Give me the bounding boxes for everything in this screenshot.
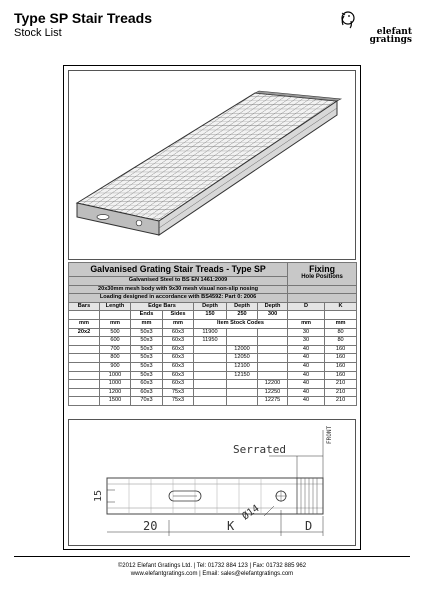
cell-d250 — [227, 397, 258, 406]
cell-length: 1200 — [100, 388, 131, 397]
cell-sides: 60x3 — [163, 354, 194, 363]
cell-bars — [69, 362, 100, 371]
cell-ends: 60x3 — [131, 388, 163, 397]
cell-d300 — [258, 345, 288, 354]
cell-d150 — [194, 397, 227, 406]
cell-d150 — [194, 388, 227, 397]
item-stock-codes: Item Stock Codes — [194, 319, 288, 328]
page-subtitle: Stock List — [14, 27, 62, 39]
col-length: Length — [100, 302, 131, 311]
depth-150: 150 — [194, 311, 227, 320]
stair-tread-illustration — [68, 70, 356, 260]
cell-d150 — [194, 362, 227, 371]
cell-d250 — [227, 380, 258, 389]
spec-line-2: 20x30mm mesh body with 9x30 mesh visual non-slip nosing — [69, 285, 288, 294]
cell-d: 40 — [288, 371, 325, 380]
cell-sides: 60x3 — [163, 362, 194, 371]
cell-ends: 50x3 — [131, 354, 163, 363]
dim-phi14: Ø14 — [240, 503, 262, 523]
cell-length: 1000 — [100, 380, 131, 389]
unit-mm: mm — [100, 319, 131, 328]
cell-ends: 50x3 — [131, 371, 163, 380]
cell-sides: 75x3 — [163, 388, 194, 397]
cell-k: 160 — [325, 345, 357, 354]
table-row — [69, 397, 357, 406]
cell-sides: 60x3 — [163, 328, 194, 337]
cell-d300: 12250 — [258, 388, 288, 397]
cell-length: 500 — [100, 328, 131, 337]
table-row — [69, 388, 357, 397]
cell-length: 1500 — [100, 397, 131, 406]
logo-wordmark: elefant gratings — [369, 27, 412, 45]
cell-d250: 12100 — [227, 362, 258, 371]
col-d: D — [288, 302, 325, 311]
spec-line-3: Loading designed in accordance with BS4592: Part 0: 2006 — [69, 294, 288, 303]
stock-table-wrapper — [68, 262, 356, 406]
sub-sides: Sides — [163, 311, 194, 320]
cell-d250 — [227, 328, 258, 337]
unit-mm: mm — [325, 319, 357, 328]
cell-d300 — [258, 362, 288, 371]
table-row — [69, 328, 357, 337]
table-row — [69, 337, 357, 346]
dim-d: D — [305, 519, 313, 533]
cell-sides: 60x3 — [163, 380, 194, 389]
cell-k: 160 — [325, 354, 357, 363]
stock-rows — [69, 328, 357, 405]
cell-d300: 12275 — [258, 397, 288, 406]
cell-k: 160 — [325, 371, 357, 380]
cell-sides: 75x3 — [163, 397, 194, 406]
unit-mm: mm — [163, 319, 194, 328]
cell-k: 80 — [325, 328, 357, 337]
table-title: Galvanised Grating Stair Treads - Type SP — [69, 263, 288, 277]
cell-length: 800 — [100, 354, 131, 363]
col-edge-bars: Edge Bars — [131, 302, 194, 311]
cell-sides: 60x3 — [163, 345, 194, 354]
dim-20: 20 — [143, 519, 158, 533]
footer-contact: ©2012 Elefant Gratings Ltd. | Tel: 01732 884 123 | Fax: 01732 885 962 — [117, 563, 307, 569]
cell-d150 — [194, 354, 227, 363]
cell-d150: 11900 — [194, 328, 227, 337]
cell-bars — [69, 337, 100, 346]
cell-d300 — [258, 354, 288, 363]
cell-d: 40 — [288, 380, 325, 389]
cell-d250: 12150 — [227, 371, 258, 380]
cell-d300 — [258, 371, 288, 380]
cell-ends: 50x3 — [131, 345, 163, 354]
unit-mm: mm — [288, 319, 325, 328]
stair-tread-grating-image — [69, 71, 356, 260]
sub-ends: Ends — [131, 311, 163, 320]
col-depth-1: Depth — [194, 302, 227, 311]
unit-mm: mm — [131, 319, 163, 328]
cell-d150 — [194, 380, 227, 389]
cell-length: 900 — [100, 362, 131, 371]
cell-sides: 60x3 — [163, 371, 194, 380]
cell-d: 40 — [288, 388, 325, 397]
technical-drawing — [68, 419, 356, 546]
table-row — [69, 371, 357, 380]
table-row — [69, 362, 357, 371]
cell-bars — [69, 371, 100, 380]
col-depth-3: Depth — [258, 302, 288, 311]
cell-bars — [69, 397, 100, 406]
table-row — [69, 354, 357, 363]
cell-d250: 12000 — [227, 345, 258, 354]
elephant-logo-icon — [338, 10, 358, 30]
company-logo — [324, 10, 412, 46]
depth-300: 300 — [258, 311, 288, 320]
cell-ends: 50x3 — [131, 328, 163, 337]
cell-length: 700 — [100, 345, 131, 354]
unit-mm: mm — [69, 319, 100, 328]
cell-d300: 12200 — [258, 380, 288, 389]
cell-d150: 11950 — [194, 337, 227, 346]
cell-ends: 50x3 — [131, 337, 163, 346]
cell-ends: 70x3 — [131, 397, 163, 406]
col-bars: Bars — [69, 302, 100, 311]
cell-k: 210 — [325, 380, 357, 389]
spec-line-1: Galvanised Steel to BS EN 1461:2009 — [69, 277, 288, 286]
cell-k: 80 — [325, 337, 357, 346]
hole-position-drawing — [69, 420, 357, 547]
label-serrated: Serrated — [233, 443, 286, 456]
cell-length: 1000 — [100, 371, 131, 380]
cell-bars: 20x2 — [69, 328, 100, 337]
cell-ends: 60x3 — [131, 380, 163, 389]
cell-d: 40 — [288, 345, 325, 354]
cell-d250: 12050 — [227, 354, 258, 363]
depth-250: 250 — [227, 311, 258, 320]
table-row — [69, 345, 357, 354]
fixing-title: Fixing Hole Positions — [288, 263, 357, 286]
page-title: Type SP Stair Treads — [14, 10, 152, 26]
footer-divider — [14, 556, 410, 557]
cell-d: 30 — [288, 337, 325, 346]
footer-web-email: www.elefantgratings.com | Email: sales@elefantgratings.com — [130, 571, 294, 577]
stock-table — [68, 262, 357, 406]
cell-k: 160 — [325, 362, 357, 371]
table-row — [69, 380, 357, 389]
cell-k: 210 — [325, 388, 357, 397]
cell-d250 — [227, 388, 258, 397]
label-front: FRONT — [326, 425, 333, 444]
cell-bars — [69, 380, 100, 389]
cell-sides: 60x3 — [163, 337, 194, 346]
cell-d: 40 — [288, 362, 325, 371]
col-k: K — [325, 302, 357, 311]
cell-d150 — [194, 371, 227, 380]
cell-bars — [69, 345, 100, 354]
cell-d300 — [258, 337, 288, 346]
cell-d150 — [194, 345, 227, 354]
cell-k: 210 — [325, 397, 357, 406]
cell-bars — [69, 354, 100, 363]
cell-ends: 50x3 — [131, 362, 163, 371]
cell-bars — [69, 388, 100, 397]
cell-d: 40 — [288, 354, 325, 363]
dim-15: 15 — [93, 489, 104, 502]
col-depth-2: Depth — [227, 302, 258, 311]
cell-length: 600 — [100, 337, 131, 346]
cell-d250 — [227, 337, 258, 346]
cell-d: 40 — [288, 397, 325, 406]
dim-k: K — [227, 519, 235, 533]
cell-d300 — [258, 328, 288, 337]
cell-d: 30 — [288, 328, 325, 337]
